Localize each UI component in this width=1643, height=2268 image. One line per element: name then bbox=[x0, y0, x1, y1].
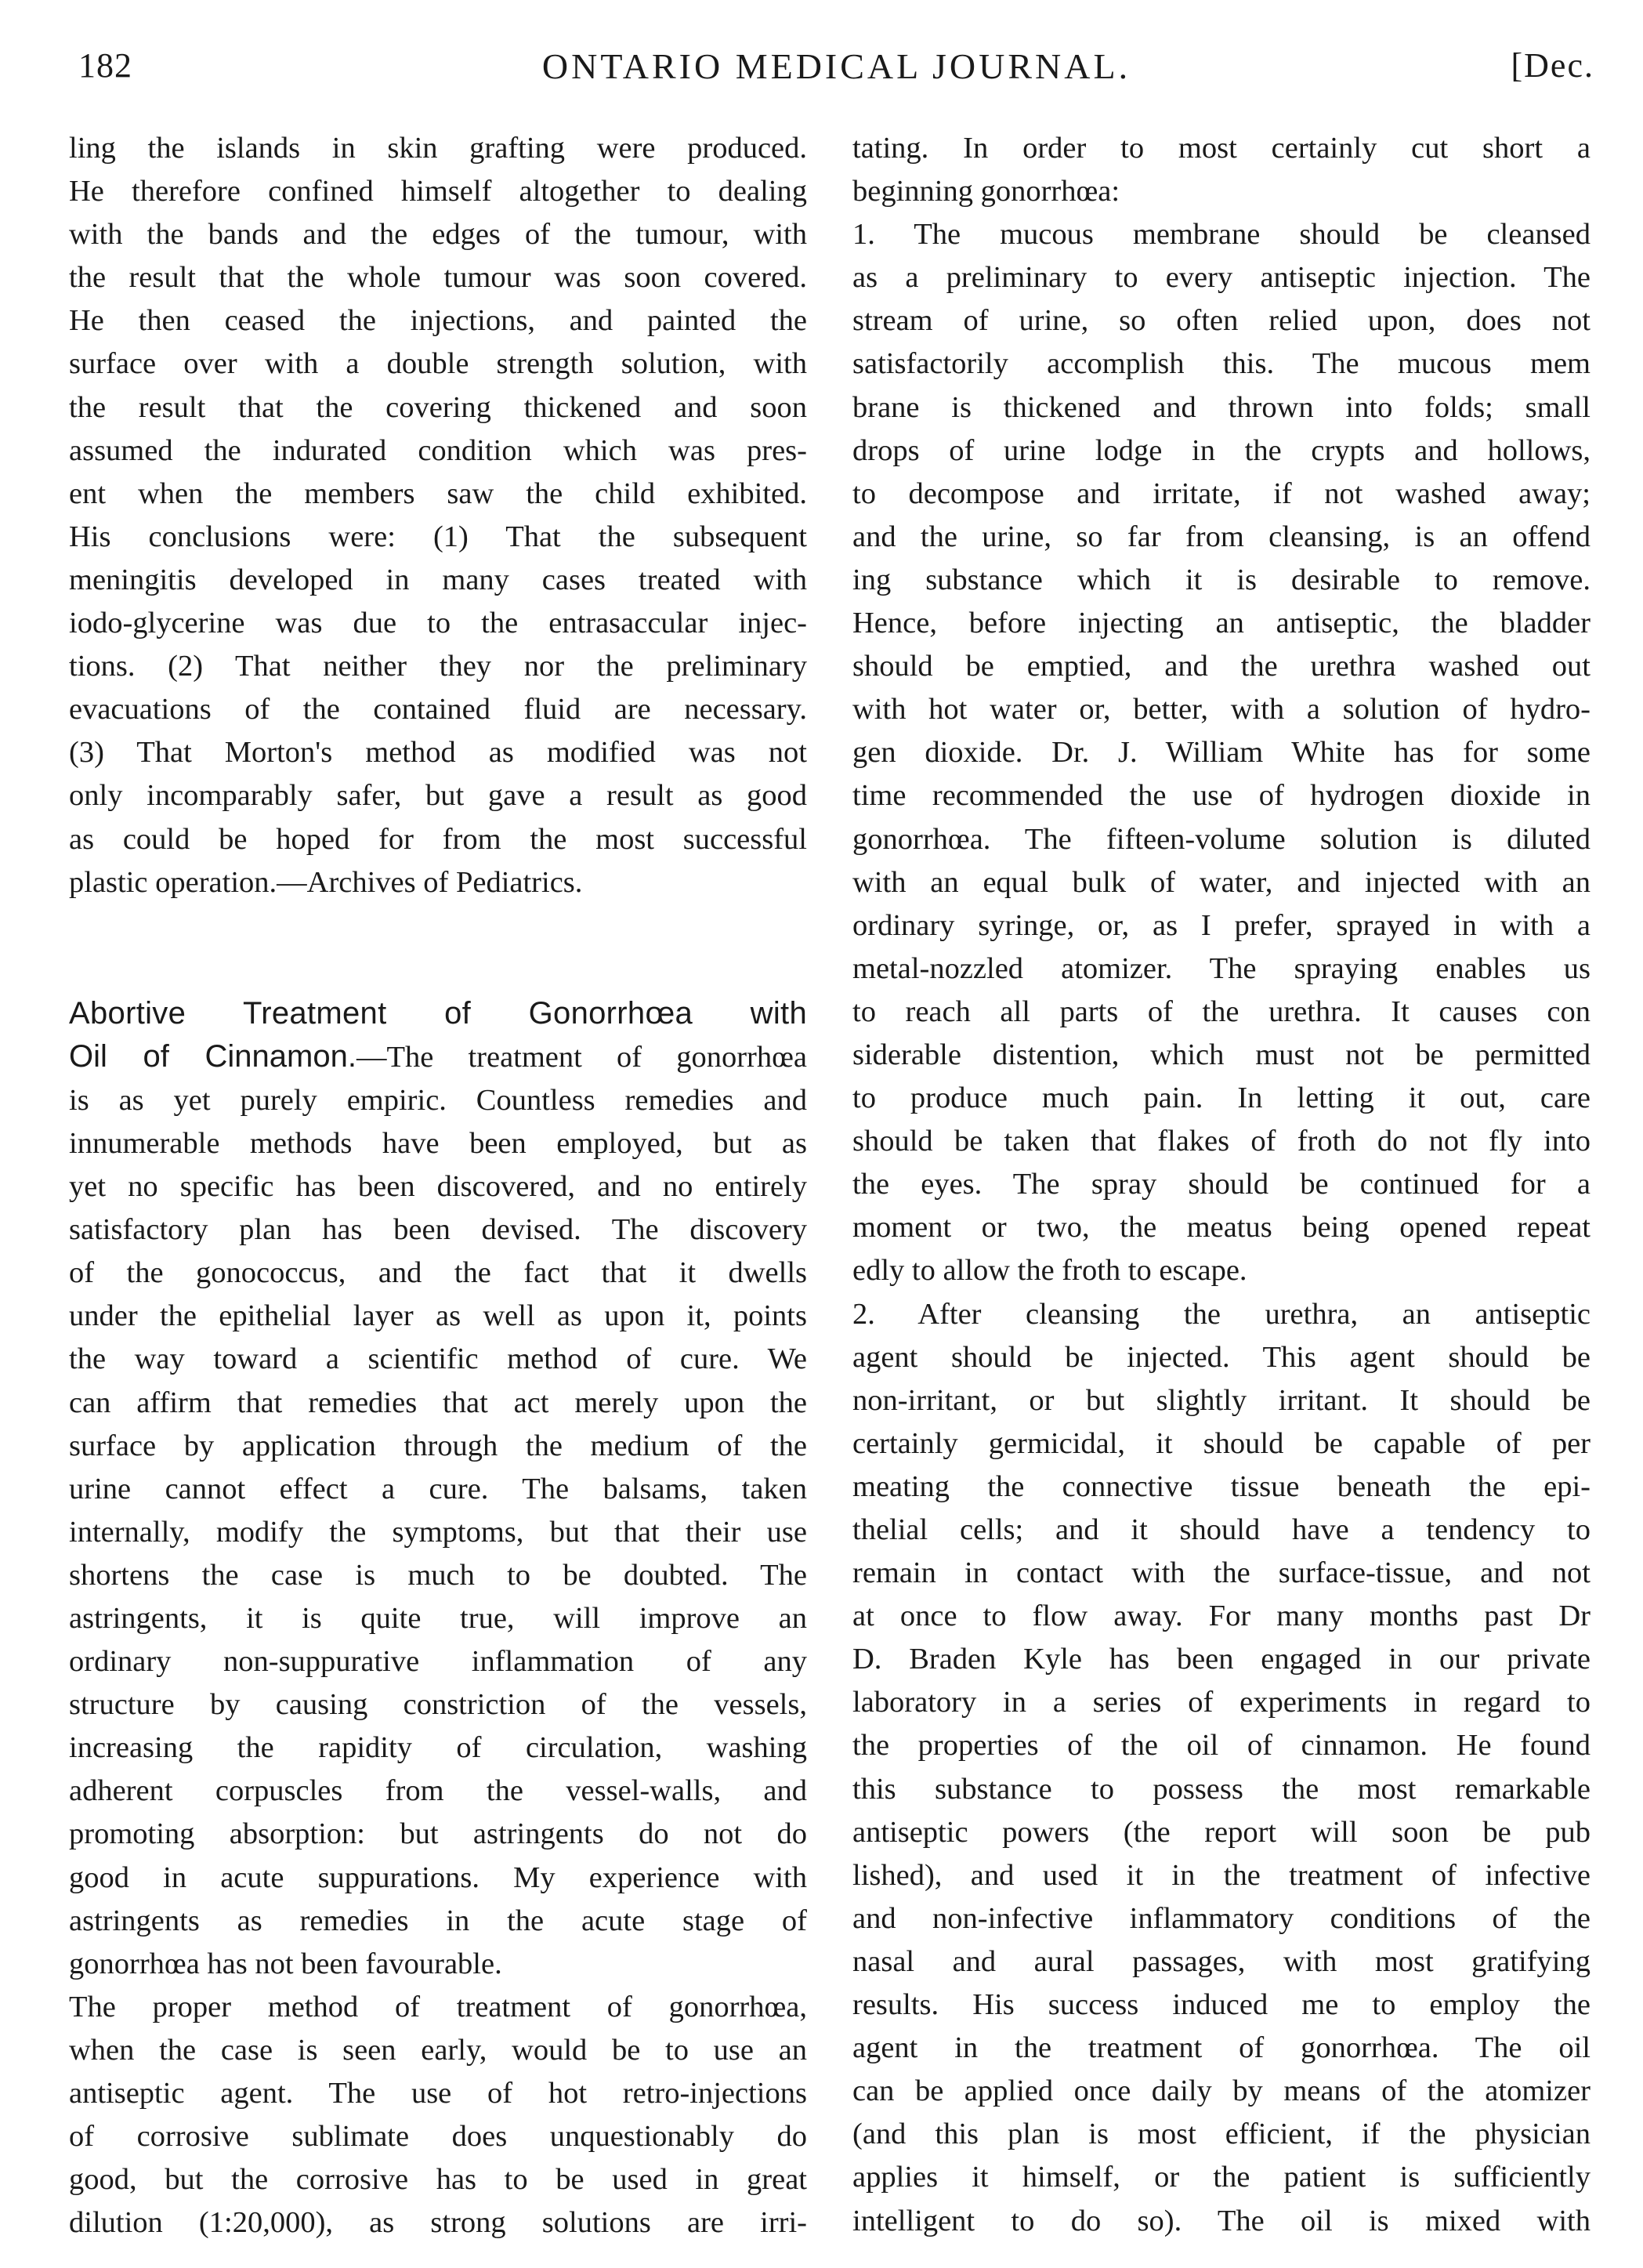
text-line: gonorrhœa has not been favourable. bbox=[69, 1947, 502, 1980]
numbered-paragraph bbox=[852, 1293, 1591, 2243]
text-line: as could be hoped for from the most successful bbox=[69, 822, 807, 856]
text-line: stream of urine, so often relied upon, does not bbox=[852, 304, 1591, 338]
text-line: nasal and aural passages, with most gratifying bbox=[852, 1944, 1591, 1978]
text-line: He then ceased the injections, and painted the bbox=[69, 304, 807, 338]
text-line: should be emptied, and the urethra washed out bbox=[852, 650, 1591, 683]
text-line: this substance to possess the most remarkable bbox=[852, 1772, 1591, 1806]
text-line: 1. The mucous membrane should be cleansed bbox=[852, 218, 1591, 252]
text-line: the eyes. The spray should be continued for a bbox=[852, 1168, 1591, 1201]
text-line: metal-nozzled atomizer. The spraying enables us bbox=[852, 951, 1591, 985]
paragraph bbox=[69, 1986, 807, 2245]
text-line: increasing the rapidity of circulation, washing bbox=[69, 1731, 807, 1765]
text-line: the result that the whole tumour was soon covered. bbox=[69, 261, 807, 295]
text-line: certainly germicidal, it should be capable of per bbox=[852, 1426, 1591, 1460]
closing-paragraph bbox=[69, 127, 807, 904]
text-line: His conclusions were: (1) That the subsequent bbox=[69, 520, 807, 553]
text-line: internally, modify the symptoms, but that their use bbox=[69, 1515, 807, 1549]
text-line: (3) That Morton's method as modified was not bbox=[69, 736, 807, 770]
text-line: brane is thickened and thrown into folds; small bbox=[852, 390, 1591, 424]
heading-run-in-line bbox=[69, 1035, 807, 1079]
text-line: gonorrhœa. The fifteen-volume solution is diluted bbox=[852, 822, 1591, 856]
text-line: tions. (2) That neither they nor the preliminary bbox=[69, 650, 807, 683]
text-line: ordinary syringe, or, as I prefer, sprayed in with a bbox=[852, 908, 1591, 942]
text-line: good, but the corrosive has to be used in great bbox=[69, 2163, 807, 2197]
left-column bbox=[69, 127, 807, 2244]
text-line: beginning gonorrhœa: bbox=[852, 175, 1120, 208]
text-line: results. His success induced me to employ the bbox=[852, 1988, 1591, 2022]
text-line: and the urine, so far from cleansing, is an offend bbox=[852, 520, 1591, 553]
text-line: shortens the case is much to be doubted. The bbox=[69, 1558, 807, 1592]
text-line: drops of urine lodge in the crypts and hollows, bbox=[852, 433, 1591, 467]
text-line: remain in contact with the surface-tissue, and not bbox=[852, 1556, 1591, 1590]
text-line: of the gonococcus, and the fact that it dwells bbox=[69, 1256, 807, 1290]
text-line: meningitis developed in many cases treated with bbox=[69, 563, 807, 596]
text-line: the properties of the oil of cinnamon. He found bbox=[852, 1729, 1591, 1763]
text-line: to produce much pain. In letting it out, care bbox=[852, 1081, 1591, 1115]
text-line: structure by causing constriction of the vessels, bbox=[69, 1688, 807, 1722]
text-line: should be taken that flakes of froth do not fly into bbox=[852, 1125, 1591, 1158]
text-line: laboratory in a series of experiments in regard to bbox=[852, 1686, 1591, 1719]
text-line: D. Braden Kyle has been engaged in our private bbox=[852, 1643, 1591, 1676]
text-line: with hot water or, better, with a solution of hydro- bbox=[852, 693, 1591, 726]
text-line: ling the islands in skin grafting were produced. bbox=[69, 132, 807, 165]
text-line: lished), and used it in the treatment of infective bbox=[852, 1858, 1591, 1892]
text-line: surface by application through the medium of the bbox=[69, 1429, 807, 1462]
text-line: astringents, it is quite true, will improve an bbox=[69, 1602, 807, 1635]
text-line: yet no specific has been discovered, and no entirely bbox=[69, 1170, 807, 1204]
section-spacer bbox=[69, 904, 807, 992]
text-line: ordinary non-suppurative inflammation of any bbox=[69, 1645, 807, 1679]
text-line: antiseptic agent. The use of hot retro-injections bbox=[69, 2077, 807, 2110]
text-line: adherent corpuscles from the vessel-walls, and bbox=[69, 1774, 807, 1808]
text-line: when the case is seen early, would be to use an bbox=[69, 2033, 807, 2067]
text-line: with an equal bulk of water, and injected with an bbox=[852, 865, 1591, 899]
text-line: non-irritant, or but slightly irritant. It should be bbox=[852, 1383, 1591, 1417]
text-line: dilution (1:20,000), as strong solutions are irri- bbox=[69, 2206, 807, 2240]
heading-run-in-text: —The treatment of gonorrhœa bbox=[356, 1040, 807, 1074]
text-line: tating. In order to most certainly cut short a bbox=[852, 132, 1591, 165]
text-line: as a preliminary to every antiseptic injection. The bbox=[852, 261, 1591, 295]
text-line: of corrosive sublimate does unquestionably do bbox=[69, 2120, 807, 2154]
text-line: thelial cells; and it should have a tendency to bbox=[852, 1513, 1591, 1546]
text-line: astringents as remedies in the acute stage of bbox=[69, 1904, 807, 1937]
text-line: plastic operation.—Archives of Pediatrics. bbox=[69, 865, 583, 899]
text-line: good in acute suppurations. My experience with bbox=[69, 1860, 807, 1894]
text-line: siderable distention, which must not be permitted bbox=[852, 1038, 1591, 1071]
page-number: 182 bbox=[78, 46, 132, 85]
text-line: agent should be injected. This agent should be bbox=[852, 1340, 1591, 1374]
text-line: satisfactory plan has been devised. The discovery bbox=[69, 1213, 807, 1247]
text-line: surface over with a double strength solution, with bbox=[69, 347, 807, 381]
text-line: under the epithelial layer as well as upon it, points bbox=[69, 1299, 807, 1333]
text-line: to decompose and irritate, if not washed away; bbox=[852, 476, 1591, 510]
text-line: He therefore confined himself altogether to dealing bbox=[69, 175, 807, 208]
text-line: only incomparably safer, but gave a result as good bbox=[69, 779, 807, 813]
running-header bbox=[78, 45, 1594, 92]
text-line: applies it himself, or the patient is sufficiently bbox=[852, 2161, 1591, 2194]
text-line: moment or two, the meatus being opened repeat bbox=[852, 1211, 1591, 1245]
text-line: iodo-glycerine was due to the entrasaccular injec- bbox=[69, 607, 807, 640]
text-line: meating the connective tissue beneath the epi- bbox=[852, 1469, 1591, 1503]
text-line: edly to allow the froth to escape. bbox=[852, 1254, 1247, 1288]
text-line: the result that the covering thickened and soon bbox=[69, 390, 807, 424]
text-line: and non-infective inflammatory conditions of the bbox=[852, 1901, 1591, 1935]
text-line: to reach all parts of the urethra. It causes con bbox=[852, 995, 1591, 1028]
running-month: [Dec. bbox=[1511, 46, 1594, 85]
text-line: is as yet purely empiric. Countless remedies and bbox=[69, 1083, 807, 1117]
text-line: can be applied once daily by means of the atomizer bbox=[852, 2074, 1591, 2108]
text-line: innumerable methods have been employed, but as bbox=[69, 1126, 807, 1160]
text-line: at once to flow away. For many months past Dr bbox=[852, 1600, 1591, 1633]
text-line: agent in the treatment of gonorrhœa. The oil bbox=[852, 2031, 1591, 2065]
text-line: evacuations of the contained fluid are necessary. bbox=[69, 693, 807, 726]
text-line: the way toward a scientific method of cure. We bbox=[69, 1342, 807, 1376]
text-line: ing substance which it is desirable to remove. bbox=[852, 563, 1591, 596]
text-line: 2. After cleansing the urethra, an antiseptic bbox=[852, 1297, 1591, 1331]
text-line: (and this plan is most efficient, if the physician bbox=[852, 2118, 1591, 2151]
paragraph bbox=[852, 127, 1591, 213]
article-heading: Abortive Treatment of Gonorrhœa with bbox=[69, 995, 807, 1031]
text-line: intelligent to do so). The oil is mixed with bbox=[852, 2204, 1591, 2237]
text-line: promoting absorption: but astringents do not do bbox=[69, 1817, 807, 1851]
text-line: assumed the indurated condition which was pres- bbox=[69, 433, 807, 467]
right-column bbox=[852, 127, 1591, 2243]
article-section bbox=[69, 992, 807, 1986]
text-line: time recommended the use of hydrogen dioxide in bbox=[852, 779, 1591, 813]
article-heading-lead: Oil of Cinnamon. bbox=[69, 1038, 356, 1074]
text-line: gen dioxide. Dr. J. William White has for some bbox=[852, 736, 1591, 770]
text-line: Hence, before injecting an antiseptic, the bladder bbox=[852, 607, 1591, 640]
text-line: antiseptic powers (the report will soon be pub bbox=[852, 1815, 1591, 1849]
numbered-paragraph bbox=[852, 213, 1591, 1292]
text-line: satisfactorily accomplish this. The mucous mem bbox=[852, 347, 1591, 381]
text-line: The proper method of treatment of gonorrhœa, bbox=[69, 1990, 807, 2023]
text-line: with the bands and the edges of the tumour, with bbox=[69, 218, 807, 252]
text-line: urine cannot effect a cure. The balsams, taken bbox=[69, 1472, 807, 1505]
journal-title: ONTARIO MEDICAL JOURNAL. bbox=[541, 46, 1131, 86]
text-line: ent when the members saw the child exhibited. bbox=[69, 476, 807, 510]
text-line: can affirm that remedies that act merely upon the bbox=[69, 1386, 807, 1419]
